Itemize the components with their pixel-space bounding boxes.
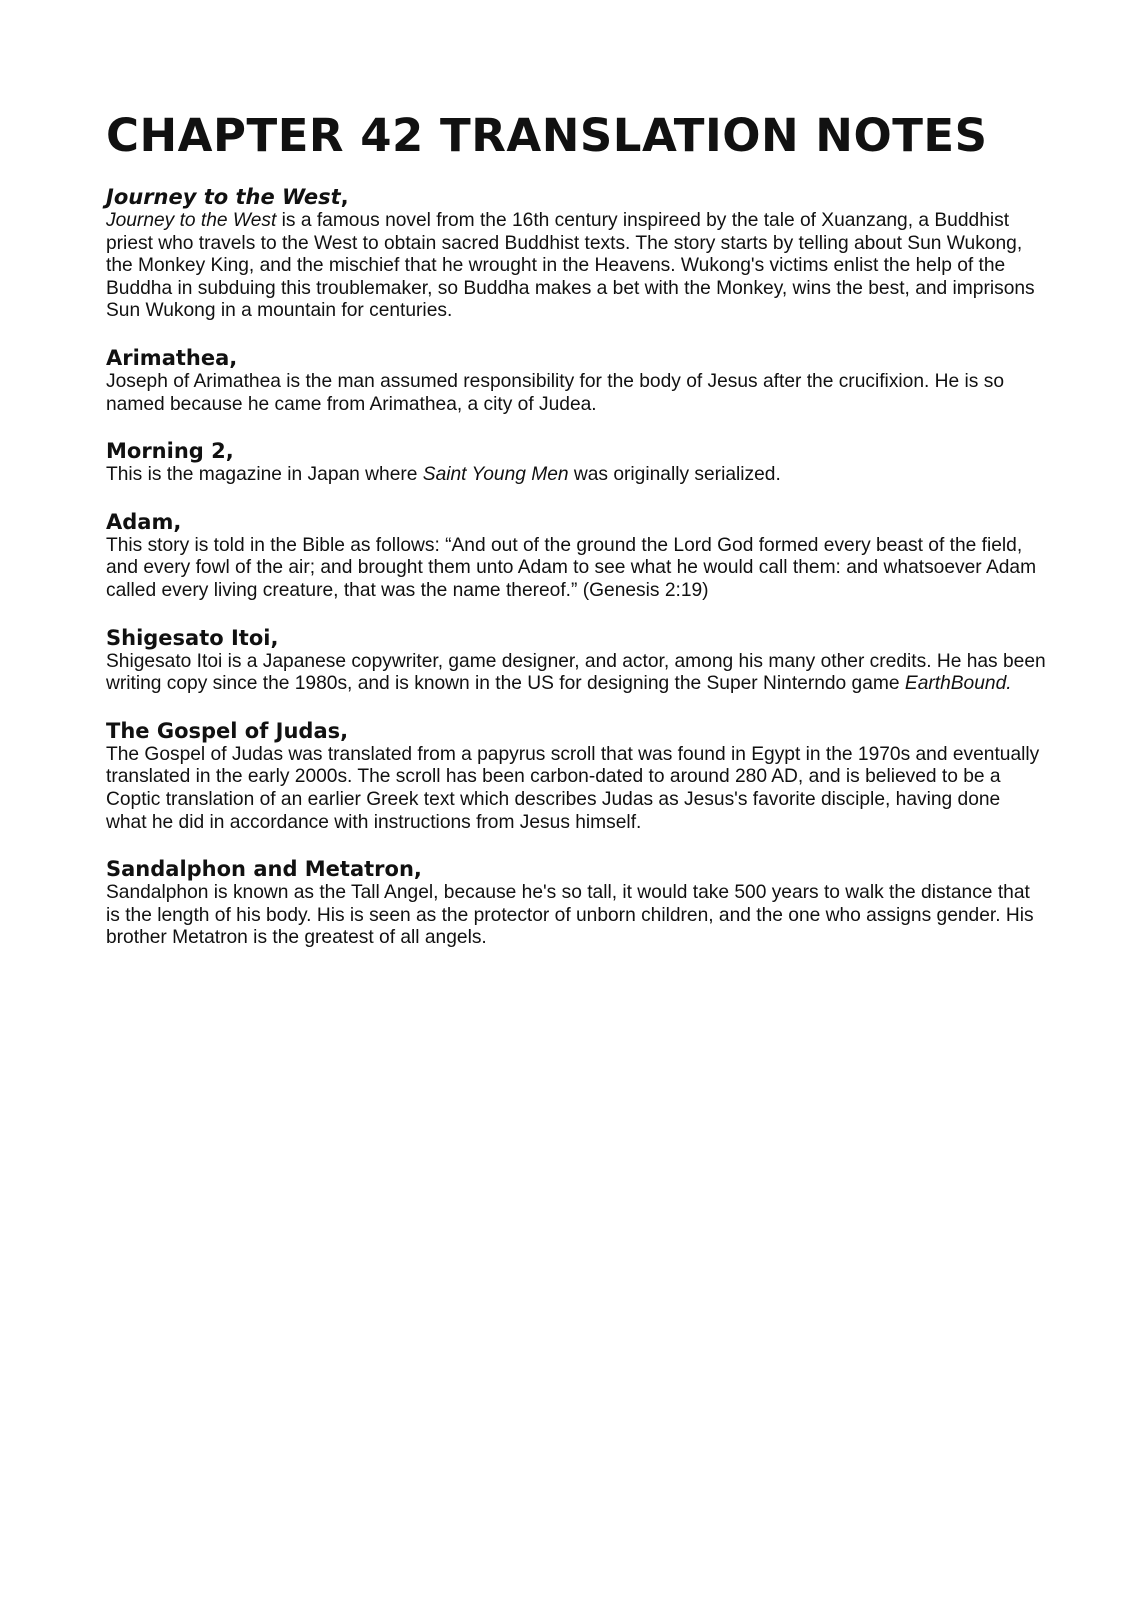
note-heading <box>106 185 1046 210</box>
note-body-text: This story is told in the Bible as follows: “And out of the ground the Lord God formed every beast of the field, and every fowl of the air; and brought them unto Adam to see what he would call them: and whatsoever Adam called every living creature, that was the name thereof.” (Genesis 2:19) <box>106 534 1037 601</box>
note-heading <box>106 719 1046 744</box>
note-heading-comma: , <box>173 509 182 534</box>
note-heading <box>106 510 1046 535</box>
note-body <box>106 210 1046 323</box>
note-heading-text: Shigesato Itoi <box>106 625 271 650</box>
note-body <box>106 882 1046 950</box>
note-heading-text: Arimathea <box>106 345 230 370</box>
notes-list <box>106 185 1046 950</box>
note-item <box>106 185 1046 323</box>
translation-notes-page <box>106 108 1046 973</box>
note-item <box>106 439 1046 487</box>
note-item <box>106 626 1046 696</box>
note-heading-comma: , <box>270 625 279 650</box>
note-heading <box>106 346 1046 371</box>
note-item <box>106 719 1046 834</box>
page-title: CHAPTER 42 TRANSLATION NOTES <box>106 109 988 162</box>
note-heading-comma: , <box>229 345 238 370</box>
note-body-text: The Gospel of Judas was translated from a papyrus scroll that was found in Egypt in the 1970s and eventually translated in the early 2000s. The scroll has been carbon-dated to around 280 AD, and is believed to be a Coptic translation of an earlier Greek text which describes Judas as Jesus's favorite disciple, having done what he did in accordance with instructions from Jesus himself. <box>106 743 1040 833</box>
note-heading-comma: , <box>413 857 422 882</box>
note-body-text: is a famous novel from the 16th century inspireed by the tale of Xuanzang, a Buddhist priest who travels to the West to obtain sacred Buddhist texts. The story starts by telling about Sun Wukong, the Monkey King, and the mischief that he wrought in the Heavens. Wukong's victims enlist the help of the Buddha in subduing this troublemaker, so Buddha makes a bet with the Monkey, wins the best, and imprisons Sun Wukong in a mountain for centuries. <box>106 210 1035 322</box>
note-body <box>106 535 1046 603</box>
note-body-italic-text: EarthBound. <box>904 673 1012 695</box>
note-heading-text: Journey to the West <box>106 185 341 209</box>
note-heading-comma: , <box>340 718 349 743</box>
note-item <box>106 346 1046 416</box>
note-body-text: Joseph of Arimathea is the man assumed responsibility for the body of Jesus after the crucifixion. He is so named because he came from Arimathea, a city of Judea. <box>106 370 1004 415</box>
note-heading-comma: , <box>225 439 234 464</box>
note-heading-text: Morning 2 <box>106 439 226 464</box>
note-body <box>106 371 1046 416</box>
note-body-text: Sandalphon is known as the Tall Angel, because he's so tall, it would take 500 years to walk the distance that is the length of his body. His is seen as the protector of unborn children, and the one who assigns gender. His brother Metatron is the greatest of all angels. <box>106 882 1034 949</box>
note-body-text: was originally serialized. <box>568 464 781 486</box>
note-body <box>106 651 1046 696</box>
note-body <box>106 464 1046 487</box>
note-heading-text: Sandalphon and Metatron <box>106 857 414 882</box>
note-heading-text: The Gospel of Judas <box>106 718 341 743</box>
note-body-italic-text: Journey to the West <box>106 210 277 231</box>
note-item <box>106 857 1046 950</box>
note-body-text: This is the magazine in Japan where <box>106 464 423 486</box>
note-heading-text: Adam <box>106 509 174 534</box>
note-heading <box>106 439 1046 464</box>
note-body <box>106 744 1046 834</box>
note-item <box>106 510 1046 603</box>
note-heading-comma: , <box>340 185 349 209</box>
note-heading <box>106 857 1046 882</box>
note-heading <box>106 626 1046 651</box>
note-body-italic-text: Saint Young Men <box>422 464 569 486</box>
note-body-text: Shigesato Itoi is a Japanese copywriter, game designer, and actor, among his many other credits. He has been writing copy since the 1980s, and is known in the US for designing the Super Ninterndo game <box>106 650 1046 695</box>
